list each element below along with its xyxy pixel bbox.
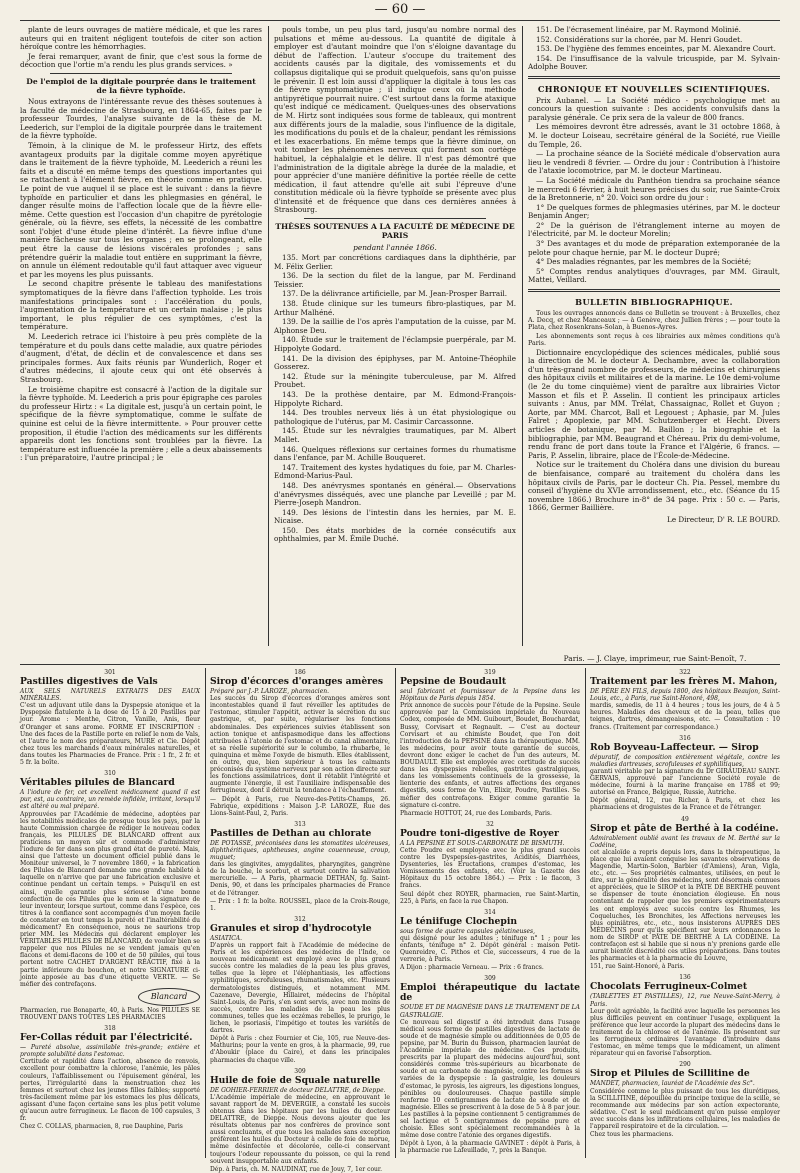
ad-code: 290 — [679, 1061, 691, 1069]
ad-body: Considérée comme le plus puissant de tous les diurétiques, la SCILLITINE, dépouillée du principe toxique de la scille, se recommande aux médecins par son action expectorante, sédative. C'est le seul médicament qu'on puisse employer avec succès dans les infiltrations cellulaires, les maladies de l'appareil respiratoire et de la circulation. — — [590, 1087, 780, 1130]
ad-subtitle: DE GOHIER-FERRIER de docteur DELATTRE, de Dieppe. — [210, 1086, 386, 1094]
ad-title: Rob Boyveau-Laffecteur. — Sirop — [590, 741, 759, 753]
ad-body: Cette Poudre est employée avec le plus grand succès contre les Dyspepsies-gastrites, Acidités, Diarrhées, Dysenteries, les Eructations, crampes d'estomac, les Vomissements des enfants, etc. (Voir la Gazette des Hôpitaux du 15 octobre 1864.) — Prix : le flacon, 3 francs. — [400, 846, 580, 890]
chronique-paragraph: — La prochaine séance de la Société médicale d'observation aura lieu le vendredi 8 février. — Ordre du jour : Contribution à l'histoire de l'ataxie locomotrice, par M. le docteur Martineau. — [528, 149, 780, 176]
ad-body: L'Académie impériale de médecine, en approuvant le savant rapport de M. DEVERGIE, a constaté les succès obtenus dans les hôpitaux par les huiles du docteur DELATTRE, de Dieppe. Nous devons ajouter que les résultats obtenus par nos confrères de province sont aussi concluants, et que tous les malades sans exception préfèrent les huiles du Docteur à celle de foie de morue, même désinfectée et décolorée, celle-ci conservant toujours l'odeur repoussante du poisson, ce qui la rend souvent insupportable aux enfants. — [210, 1093, 390, 1165]
ad-code: 186 — [294, 669, 306, 676]
thesis-item: 153. De l'hygiène des femmes enceintes, par M. Alexandre Court. — [536, 44, 776, 54]
bulletin-note: Tous les ouvrages annoncés dans ce Bulletin se trouvent : à Bruxelles, chez A. Decq, et chez Manceaux ; — à Genève, chez Jullien frères ; — pour toute la Plata, chez Rosenkrans-Solan, à Buenos-Ayres. — [528, 309, 780, 332]
bulletin-paragraph: Dictionnaire encyclopédique des sciences médicales, publié sous la direction de M. le docteur A. Dechambre, avec la collaboration d'un très-grand nombre de professeurs, de médecins et chirurgiens des hôpitaux civils et militaires et de la marine. Le 10e demi-volume (le 2e du tome cinquième) vient de paraître aux librairies Victor Masson et fils et P. Asselin. Il contient les principaux articles suivants : Anus, par MM. Trélat, Chassaignac, Rollet et Guyon ; Aorte, par MM. Charcot, Ball et Legouest ; Aphasie, par M. Jules Falret ; Apoplexie, par MM. Schutzenberger et Hecht. Divers articles de botanique, par M. Baillon ; la biographie et la bibliographie, par MM. Beaugrand et Chéreau. Prix du demi-volume, rendu franc de port dans toute la France et l'Algérie, 6 francs. — Paris, P. Asselin, libraire, place de l'École-de-Médecine. — [528, 347, 780, 460]
chronique-paragraph: 5° Comptes rendus analytiques d'ouvrages, par MM. Girault, Mattei, Veillard. — [528, 266, 780, 285]
ad-subtitle: — Pureté absolue, assimilable très-grande; entière et prompte solubilité dans l'estomac. — [20, 1044, 200, 1059]
double-rule — [528, 76, 780, 79]
ads-column-3 — [400, 668, 580, 1164]
body-paragraph: Le second chapitre présente le tableau des manifestations symptomatiques de la fièvre dans l'affection typhoïde. Les trois manifestations principales sont : l'accélération du pouls, l'augmentation de la température et un certain malaise ; le plus important, le plus régulier de ces symptômes, c'est la température. — [20, 279, 262, 332]
ad-body: Certitude et rapidité dans l'action, absence de renvois, excellent pour combattre la chlorose, l'anémie, les pâles couleurs, l'affaiblissement ou l'épuisement général, les pertes, l'irrégularité dans la menstruation chez les femmes et surtout chez les jeunes filles faibles; supporté très-facilement même par les estomacs les plus délicats, agissant d'une façon certaine sans les plus petit volume qu'aucun autre ferrugineux. Le flacon de 100 capsules, 3 fr. — [20, 1058, 200, 1123]
article-column-2 — [274, 26, 516, 646]
chronique-title: CHRONIQUE ET NOUVELLES SCIENTIFIQUES. — [537, 83, 771, 94]
ad-body: Approuvées par l'Académie de médecine, adoptées par les notabilités médicales de presque tous les pays, par la haute Commission chargée de rédiger le nouveau codex français, les PILULES DE BLANCARD offrent aux praticiens un moyen sûr et commode d'administrer l'iodure de fer dans son plus grand état de pureté. Mais, ainsi que l'atteste un document officiel publié dans le Moniteur universel, le 7 novembre 1860, « la fabrication des Pilules de Blancard demande une grande habileté à laquelle on n'arrive que par une fabrication exclusive et continue pendant un certain temps. » Puisqu'il en est ainsi, quelle garantie plus sérieuse d'une bonne confection de ces Pilules que le nom et la signature de leur inventeur, lorsque surtout, comme dans l'espèce, ces titres à la confiance sont accompagnés d'un moyen facile de constater en tout temps la pureté et l'inaltérabilité du médicament? En conséquence, nous ne saurions trop prier MM. les Médecins qui déclarent employer les VÉRITABLES PILULES DE BLANCARD, de vouloir bien se rappeler que nos Pilules ne se vendent jamais qu'en flacons et demi-flacons de 100 et de 50 pilules, qui tous portent notre CACHET D'ARGENT RÉACTIF, fixé à la partie inférieure du bouchon, et notre SIGNATURE ci-jointe apposée au bas d'une étiquette VERTE. — Se méfier des contrefaçons. — [20, 810, 200, 988]
ad-subtitle: MANDET, pharmacien, lauréat de l'Académie des Sc°. — [590, 1080, 755, 1088]
ad-body: garanti véritable par la signature du Dr GIRAUDEAU SAINT-GERVAIS, approuvé par l'ancienne Société royale de médecine, fourni à la marine française en 1788 et 99; autorisé en France, Belgique, Russie, Autriche. — [590, 767, 780, 797]
ad-subtitle: Préparé par J.-P. LAROZE, pharmacien. — [210, 688, 330, 696]
ad-subtitle: ASIATICA. — [210, 934, 243, 942]
ad-title: Sirop et Pilules de Scillitine de — [590, 1068, 750, 1080]
thesis-item: 142. Étude sur la méningite tuberculeuse, par M. Alfred Proubet. — [274, 371, 516, 390]
thesis-item: 151. De l'écrasement linéaire, par M. Raymond Molinié. — [536, 25, 741, 34]
ad-subtitle: AUX SELS NATURELS EXTRAITS DES EAUX MINÉRALES. — [20, 688, 200, 703]
advertisement — [210, 821, 390, 912]
ad-footer: — Dépôt à Paris, rue Neuve-des-Petits-Champs, 26. Fabrique, expéditions : Maison J.-P. LAROZE, Rue des Lions-Saint-Paul, 2, Paris. — [210, 795, 390, 817]
ad-body: qui désigné pour les adultes ; ténifuge n° 1 ; pour les enfants, ténifuge n° 2. Dépôt général : maison Petit-Quenreidre, C. Pithos et Cie, successeurs, 4 rue de la verrerie, à Paris. — [400, 934, 580, 964]
body-paragraph: M. Leederich retrace ici l'histoire à peu près complète de la température et du pouls dans cette maladie, aux quatre périodes d'augment, d'état, de déclin et de convalescence et dans ses principales formes. Aux faits réunis par Wunderlich, Roger et d'autres médecins, il ajoute ceux qui ont été observés à Strasbourg. — [20, 332, 262, 384]
ad-footer: Chez C. COLLAS, pharmacien, 8, rue Dauphine, Paris — [20, 1123, 183, 1131]
advertisement — [210, 669, 390, 817]
theses-subtitle: pendant l'année 1866. — [353, 243, 437, 253]
ad-footer: 151, rue Saint-Honoré, à Paris. — [590, 963, 685, 971]
chronique-paragraph: 1° De quelques formes de phlegmasies utérines, par M. le docteur Benjamin Anger; — [528, 202, 780, 221]
thesis-item: 147. Traitement des kystes hydatiques du foie, par M. Charles-Edmond-Marius-Paul. — [274, 462, 516, 481]
body-paragraph: Témoin, à la clinique de M. le professeur Hirtz, des effets avantageux produits par la digitale comme moyen apyrétique dans le traitement de la fièvre typhoïde, M. Leederich a réuni les faits et a discuté en même temps des questions importantes qui se rattachent à l'élément fièvre, en théorie comme en pratique. Le point de vue auquel il se place est le suivant : dans la fièvre typhoïde en particulier et dans les phlegmasies en général, le danger résulte moins de l'affection locale que de la fièvre elle-même. Cette question est l'occasion d'un chapitre de pyrétologie générale, où la fièvre, ses effets, la nécessité de les combattre sont l'objet d'une étude pleine d'intérêt. La fièvre influe d'une manière fâcheuse sur tous les organes ; en se prolongeant, elle peut être la cause de lésions viscérales profondes ; sans prétendre guérir la maladie tout entière en supprimant la fièvre, on annule un élément redoutable qu'il faut attaquer avec vigueur et par les moyens les plus puissants. — [20, 140, 262, 279]
column-divider — [522, 26, 523, 646]
ad-subtitle: A LA PEPSINE ET SOUS-CARBONATE DE BISMUTH. — [400, 839, 565, 847]
ad-footer: Pharmacie HOTTOT, 24, rue des Lombards, Paris. — [400, 809, 552, 817]
ad-footer: A Dijon : pharmacie Verneau. — Prix : 6 francs. — [400, 964, 544, 972]
ad-body: Les succès du Sirop d'écorces d'oranges amères sont incontestables quand il faut réveiller les aptitudes de l'estomac, stimuler l'appétit, activer la sécrétion du suc gastrique, et, par suite, régulariser les fonctions abdominales. Des expériences suivies établissent son action tonique et antispasmodique dans les affections attribuées à l'atonie de l'estomac et du canal alimentaire, et sa réelle supériorité sur le columbo, la rhubarbe, le quinquina et même l'oxyde de bismuth. Elles établissent, en outre, que, bien supérieur à tous les calmants préconisés du système nerveux par son action directe sur les fonctions assimilatrices, dont il rétablit l'intégrité et augmente l'énergie, il est l'auxiliaire indispensable des ferrugineux, dont il détruit la tendance à l'échauffement. — [210, 695, 390, 795]
ad-footer: Pharmacien, rue Bonaparte, 40, à Paris. Nos PILULES SE TROUVENT DANS TOUTES LES PHARMACIES — [20, 1006, 200, 1021]
separator — [50, 73, 232, 74]
body-paragraph: Nous extrayons de l'intéressante revue des thèses soutenues à la faculté de médecine de Strasbourg, en 1864-65, faites par le professeur Tourdes, l'analyse suivante de la thèse de M. Leederich, sur l'emploi de la digitale pourprée dans le traitement de la fièvre typhoïde. — [20, 96, 262, 141]
ad-body: D'après un rapport fait à l'Académie de médecine de Paris et les expériences des médecins de l'Inde, ce nouveau médicament est employé avec le plus grand succès contre les maladies de la peau les plus graves, telles que la lèpre et l'éléphantiasis, les affections syphilitiques, scrofuleuses, rhumatismales, etc. Plusieurs dermatologistes distingués, et notamment MM. Cazenave, Devergie, Hillairet, médecins de l'hôpital Saint-Louis, de Paris, s'en sont servis, avec non moins de succès, contre les maladies de la peau les plus communes, telles que les eczémas rebelles, le prurigo, le lichen, le psoriasis, l'impétigo et toutes les variétés de dartres. — [210, 942, 390, 1035]
ad-footer: Dép. à Paris, ch. M. NAUDINAT, rue de Jouy, 7, 1er cour. — [210, 1165, 383, 1173]
advertisement — [590, 816, 780, 971]
body-paragraph: pouls tombe, un peu plus tard, jusqu'au nombre normal des pulsations et même au-dessous. La quantité de digitale à employer est d'autant moindre que l'on s'éloigne davantage du début de l'affection. L'auteur s'occupe du traitement des accidents causés par la digitale, des vomissements et du collapsus digitalique qui se produit quelquefois, sans qu'on puisse le prévenir. Il est loin aussi d'appliquer la digitale à tous les cas de fièvre symptomatique ; il indique ceux où la méthode antipyrétique pourrait nuire. C'est surtout dans la forme ataxique qu'est indiqué ce médicament. Quelques-unes des observations de M. Hirtz sont indiquées sous forme de tableaux, qui montrent aux différents jours de la maladie, sous l'influence de la digitale, les modifications du pouls et de la chaleur, pendant les rémissions et les exacerbations. En même temps que la fièvre diminue, on voit tomber les phénomènes nerveux qui forment son cortège habituel, la céphalalgie et le délire. Il n'est pas démontré que l'administration de la digitale abrège la durée de la maladie, et pour apprécier d'une manière définitive la portée réelle de cette médication, il faut attendre qu'elle ait subi l'épreuve d'une constitution médicale où la fièvre typhoïde se présente avec plus d'intensité et de fréquence que dans ces dernières années à Strasbourg. — [274, 25, 516, 215]
advertisement — [210, 1068, 390, 1173]
ads-divider — [205, 668, 206, 1158]
ad-code: 319 — [484, 669, 496, 676]
ad-title: Pastilles de Dethan au chlorate — [210, 827, 372, 839]
thesis-item: 146. Quelques réflexions sur certaines formes du rhumatisme dans l'enfance, par M. Achille Bouqueret. — [274, 444, 516, 463]
ad-footer: Chez tous les pharmaciens. — [590, 1131, 674, 1139]
ad-subtitle: sous forme de quatre capsules gélatineuses, — [400, 927, 535, 935]
blancard-signature: Blancard — [138, 988, 200, 1006]
ad-code: 312 — [294, 915, 306, 923]
chronique-paragraph: 2° De la guérison de l'étranglement interne au moyen de l'électricité, par M. le docteur Morelin; — [528, 220, 780, 239]
ad-code: 301 — [104, 669, 116, 676]
page-number: — 60 — — [374, 2, 426, 17]
thesis-item: 150. Des états morbides de la cornée consécutifs aux ophthalmies, par M. Émile Duché. — [274, 525, 516, 544]
director-signature: Le Directeur, D' R. LE BOURD. — [667, 514, 780, 524]
advertisement — [400, 821, 580, 905]
printer-line: Paris. — J. Claye, imprimeur, rue Saint-Benoît, 7. — [563, 654, 747, 663]
ad-subtitle: A l'iodure de fer, cet excellent médicament quand il est pur, est, au contraire, un remède infidèle, irritant, lorsqu'il est altéré ou mal préparé. — [20, 789, 200, 811]
thesis-item: 154. De l'insuffisance de la valvule tricuspide, par M. Sylvain-Adolphe Bouver. — [528, 53, 780, 72]
ad-code: 322 — [679, 669, 691, 676]
article-column-3 — [528, 26, 780, 646]
advertisement — [210, 916, 390, 1064]
intro-paragraph-2: Je ferai remarquer, avant de finir, que c'est sous la forme de décoction que l'ortie m'a rendu les plus grands services. » — [20, 51, 262, 70]
ad-title: Granules et sirop d'hydrocotyle — [210, 922, 372, 934]
bulletin-note-2: Les abonnements sont reçus à ces librairies aux mêmes conditions qu'à Paris. — [528, 332, 780, 348]
thesis-item: 152. Considérations sur la chorée, par M. Henri Goudet. — [536, 34, 743, 44]
ad-title: Fer-Collas réduit par l'électricité. — [20, 1032, 193, 1044]
ad-title: Sirop d'écorces d'oranges amères — [210, 676, 384, 688]
advertisement — [20, 770, 200, 1021]
ad-subtitle: DE POTASSE, préconisées dans les stomatites ulcéreuses, diphthéritiques, aphtheuses, angine couenneuse, croup, muguet; — [210, 839, 390, 862]
separator — [304, 218, 486, 219]
ad-title: Le téniifuge Clochepin — [400, 915, 517, 927]
thesis-item: 135. Mort par concrétions cardiaques dans la diphthérie, par M. Félix Gerlier. — [274, 253, 516, 271]
ad-title: Traitement par les frères M. Mahon, — [590, 676, 778, 688]
chronique-paragraph: 4° Des maladies régnantes, par les membres de la Société; — [536, 257, 752, 267]
ads-divider — [395, 668, 396, 1158]
thesis-item: 149. Des lésions de l'intestin dans les hernies, par M. E. Nicaise. — [274, 507, 516, 526]
ads-column-4 — [590, 668, 780, 1164]
advertisement — [20, 1025, 200, 1130]
thesis-item: 148. Des anévrysmes spontanés en général.— Observations d'anévrysmes disséqués, avec une planche par Leveillé ; par M. Pierre-Joseph Mandron. — [274, 480, 516, 508]
ad-code: 310 — [104, 770, 116, 778]
ad-title: Poudre toni-digestive de Royer — [400, 827, 559, 839]
advertisement — [400, 909, 580, 972]
body-paragraph: Le troisième chapitre est consacré à l'action de la digitale sur la fièvre typhoïde. M. Leederich a pris pour épigraphe ces paroles du professeur Hirtz : « La digitale est, jusqu'à un certain point, le spécifique de la fièvre symptomatique, comme le sulfate de quinine est celui de la fièvre intermittente. » Pour prouver cette proposition, il étudie l'action des médicaments sur les différents appareils dont les fonctions sont troublées par la fièvre. La température est influencée la première ; elle a deux abaissements : l'un préparatoire, l'autre principal ; le — [20, 384, 262, 463]
ads-column-2 — [210, 668, 390, 1173]
bulletin-paragraph: Notice sur le traitement du Choléra dans une division du bureau de bienfaisance, comparé au traitement du choléra dans les hôpitaux civils de Paris, par le docteur Ch. Pia. Pessel, membre du conseil d'hygiène du XVIe arrondissement, etc., etc. (Séance du 15 novembre 1866.) Brochure in-8° de 34 page. Prix : 50 c. — Paris, 1866, Germer Baillière. — [528, 460, 780, 513]
thesis-item: 137. De la délivrance artificielle, par M. Jean-Prosper Barrail. — [282, 289, 508, 299]
ad-code: 309 — [484, 975, 496, 983]
ad-title: Huile de foie de Squale naturelle — [210, 1074, 381, 1086]
section-title: De l'emploi de la digitale pourprée dans le traitement de la fièvre typhoïde. — [26, 76, 256, 95]
ad-title: Pastilles digestives de Vals — [20, 676, 158, 688]
ad-code: 309 — [294, 1067, 306, 1075]
ad-subtitle: (TABLETTES ET PASTILLES), 12, rue Neuve-Saint-Merry, à Paris. — [590, 993, 780, 1008]
thesis-item: 144. Des troubles nerveux liés à un état physiologique ou pathologique de l'utérus, par M. Casimir Carcassonne. — [274, 408, 516, 426]
ad-footer: Dépôt à Paris : chez Fournier et Cie, 105, rue Neuve-des-Mathurins; pour la vente en gros, à la pharmacie, 99, rue d'Aboukir (place du Caire), et dans les principales pharmacies du chaque ville. — [210, 1035, 390, 1064]
chronique-paragraph: 3° Des avantages et du mode de préparation extemporanée de la pelote pour chaque hernie, par M. le docteur Dupré; — [528, 239, 780, 257]
theses-title: THÈSES SOUTENUES A LA FACULTÉ DE MÉDECINE DE PARIS — [275, 222, 515, 241]
ads-top-rule — [20, 664, 780, 665]
ad-subtitle: SOUDE ET DE MAGNÉSIE DANS LE TRAITEMENT DE LA GASTRALGIE. — [400, 1004, 580, 1019]
ad-body: C'est un adjuvant utile dans la Dyspepsie atonique et la Dyspepsie flatulente à la dose de 15 à 20 Pastilles par jour. Arome : Menthe, Citron, Vanille, Anis, fleur d'Oranger et sans arome. FORME ET INSCRIPTION : Une des faces de la Pastille porte en relief le nom de Vals, et l'autre le nom des préparateurs, MURE et Cie. Dépôt chez tous les marchands d'eaux minérales naturelles, et dans toutes les Pharmacies de France. Prix : 1 fr., 2 fr. et 5 fr. la boîte. — [20, 702, 200, 767]
ads-divider — [585, 668, 586, 1158]
advertisement — [590, 974, 780, 1057]
advertisement — [400, 669, 580, 817]
advertisement — [590, 735, 780, 812]
thesis-item: 138. Étude clinique sur les tumeurs fibro-plastiques, par M. Arthur Malhéné. — [274, 299, 516, 317]
ad-code: 49 — [681, 815, 689, 823]
ad-code: 136 — [679, 974, 691, 982]
thesis-item: 143. De la prothèse dentaire, par M. Edmond-François-Hippolyte Richard. — [274, 389, 516, 408]
thesis-item: 136. De la section du filet de la langue, par M. Ferdinand Teissier. — [274, 271, 516, 289]
ads-column-1 — [20, 668, 200, 1164]
intro-paragraph: plante de leurs ouvrages de matière médicale, et que les rares auteurs qui en traitent négligent toutefois de citer son action héroïque contre les hémorrhagies. — [20, 25, 262, 52]
ad-footer: Dépôt général, 12, rue Richer, à Paris, et chez les pharmaciens et droguistes de la France et de l'étranger. — [590, 797, 780, 812]
bulletin-title: BULLETIN BIBLIOGRAPHIQUE. — [575, 297, 733, 308]
ad-code: 318 — [104, 1025, 116, 1033]
ad-code: 314 — [484, 908, 496, 916]
ad-footer: Dépôt à Lyon, à la pharmacie GAVINET : dépôt à Paris, à la pharmacie rue Lafeuillade, 7, près la Banque. — [400, 1140, 580, 1155]
ad-code: 32 — [486, 820, 494, 828]
ad-body: dans les gingivites, amygdalites, pharyngites, gangrène de la bouche, le scorbut, et surtout contre la salivation mercurielle. — A Paris, pharmacie DETHAN, fg. Saint-Denis, 90, et dans les principales pharmacies de France et de l'étranger. — [210, 861, 390, 897]
advertisement — [590, 1061, 780, 1138]
ad-body: mardis, samedis, de 11 à 4 heures ; tous les jours, de 4 à 5 heures. Maladies des cheveux et de la peau, telles que teignes, dartres, démangeaisons, etc. — Consultation : 10 francs. (Traitement par correspondance.) — [590, 702, 780, 731]
ad-title: Chocolats Ferrugineux-Colmet — [590, 981, 748, 993]
ad-subtitle: Admirablement oublié avant les travaux de M. Berthé sur la Codéine, — [590, 834, 780, 849]
ad-body: Leur goût agréable, la facilité avec laquelle les personnes les plus difficiles peuvent en continuer l'usage, expliquent la préférence que leur accorde la plupart des médecins dans le traitement de la chlorose et de l'anémie. Ils présentent sur les ferrugineux ordinaires l'avantage d'introduire dans l'estomac, en même temps que le médicament, un aliment réparateur qui en favorise l'absorption. — [590, 1007, 780, 1058]
thesis-item: 139. De la saillie de l'os après l'amputation de la cuisse, par M. Alphonse Deu. — [274, 317, 516, 335]
ad-body: Prix annonce de succès pour l'étude de la Pepsine. Seule approuvée par la Commission impériale du Nouveau Codex, composée de MM. Guibourt, Boudet, Bouchardat, Bussy, Corvisart et Regnault. — C'est au docteur Corvisart et au chimiste Boudet, que l'on doit l'introduction de la PEPSINE dans la thérapeutique. MM. les médecins, pour avoir toute garantie de succès, devront donc exiger le cachet de l'un des auteurs, M. BOUDAULT. Elle est employée avec certitude de succès dans les dyspepsies rebelles, gastrites gastralgiques, dans les vomissements continuels de la grossesse, la lienterie des enfants, et autres affections des organes digestifs, sous forme de Vin, Elixir, Poudre, Pastilles. Se méfier des contrefaçons. Exiger comme garantie la signature ci-contre. — [400, 702, 580, 809]
ad-title: Sirop et pâte de Berthé à la codéine. — [590, 822, 779, 834]
top-rule — [20, 20, 780, 21]
thesis-item: 145. Étude sur les névralgies traumatiques, par M. Albert Mallet. — [274, 426, 516, 444]
ad-body: cet alcaloïde a repris depuis lors, dans la thérapeutique, la place que lui avaient conquise les savantes observations de Magendie, Martin-Solon, Barbier (d'Amiens), Aran, Vigla, etc., etc. — Ses propriétés calmantes, utilisées, en peut le dire, sur la généralité des médecins, sont désormais connues et appréciées, que le SIROP et la PÂTE DE BERTHÉ peuvent se dispenser de toute énonciation élogieuse. En nous contentant de rappeler que les premiers expérimentateurs les ont employés avec succès contre les Rhumes, les Coqueluches, les Bronchites, les Affections nerveuses les plus opiniâtres, etc., etc., nous insisterons AUPRÈS DES MÉDECINS pour qu'ils spécifient sur leurs ordonnances le nom de SIROP et PÂTE DE BERTHÉ A LA CODÉINE. La contrefaçon est si habile que si nous n'y prenions garde elle aurait bientôt discrédité ces utiles préparations. Dans toutes les pharmacies et à la pharmacie du Louvre, — [590, 848, 780, 963]
thesis-item: 141. De la division des épiphyses, par M. Antoine-Théophile Gosserez. — [274, 353, 516, 372]
chronique-paragraph: Prix Aubanel. — La Société médico - psychologique met au concours la question suivante : Des accidents convulsifs dans la paralysie générale. Ce prix sera de la valeur de 800 francs. — [528, 95, 780, 122]
chronique-paragraph: — La Société médicale du Panthéon tiendra sa prochaine séance le mercredi 6 février, à huit heures précises du soir, rue Sainte-Croix de la Bretonnerie, n° 20. Voici son ordre du jour : — [528, 175, 780, 203]
ad-title: Pepsine de Boudault — [400, 676, 507, 688]
ad-subtitle: dépuratif, de composition entièrement végétale, contre les maladies dartreuses, scrofuleuses et syphilitiques, — [590, 753, 780, 768]
ad-subtitle: seul fabricant et fournisseur de la Pepsine dans les Hôpitaux de Paris depuis 1854. — [400, 688, 580, 703]
article-column-1 — [20, 26, 262, 646]
advertisement — [590, 669, 780, 731]
ad-footer: Seul dépôt chez ROYER, pharmacien, rue Saint-Martin, 225, à Paris, en face la rue Chapon. — [400, 890, 580, 905]
advertisement — [20, 669, 200, 766]
ad-code: 313 — [294, 820, 306, 828]
ad-footer: — Prix : 1 fr. la boîte. ROUSSEL, place de la Croix-Rouge, 1. — [210, 897, 390, 912]
thesis-item: 140. Étude sur le traitement de l'éclampsie puerpérale, par M. Hippolyte Godard. — [274, 335, 516, 353]
ad-body: Ce nouveau sel digestif a été introduit dans l'usage médical sous forme de pastilles digestives de lactate de soude et de magnésie simple ou additionnées de 0,05 de pepsine, par M. Burin du Buisson, pharmacien lauréat de l'Académie impériale de médecine. Ces produits, prescrits par la plupart des médecins aujourd'hui, sont considérés comme très-supérieurs au bicarbonate de soude et au carbonate de magnésie, contre les formes si variées de la dyspepsie : la gastralgie, les douleurs d'estomac, le pyrosis, les aigreurs, les digestions longues, pénibles ou douloureuses. Chaque pastille simple renferme 10 centigrammes de lactate de soude et de magnésie. Elles se prescrivent à la dose de 5 à 8 par jour. Les pastilles à la pepsine contiennent 5 centigrammes de sel lactique et 5 centigrammes de pepsine pure et choisie. Elles sont spécialement recommandées à la même dose contre l'atonie des organes digestifs. — [400, 1018, 580, 1140]
advertisement — [400, 975, 580, 1154]
ad-title: Véritables pilules de Blancard — [20, 777, 175, 789]
chronique-paragraph: Les mémoires devront être adressés, avant le 31 octobre 1868, à M. le docteur Loiseau, secrétaire général de la Société, rue Vieille du Temple, 26. — [528, 122, 780, 149]
double-rule — [528, 289, 780, 292]
column-divider — [268, 26, 269, 646]
ad-code: 316 — [679, 734, 691, 742]
ad-title: Emploi thérapeutique du lactate de — [400, 982, 580, 1004]
ad-subtitle: DE PÈRE EN FILS, depuis 1800, des hôpitaux Beaujon, Saint-Louis, etc., à Paris, rue Saint-Honoré, 498, — [590, 688, 780, 703]
